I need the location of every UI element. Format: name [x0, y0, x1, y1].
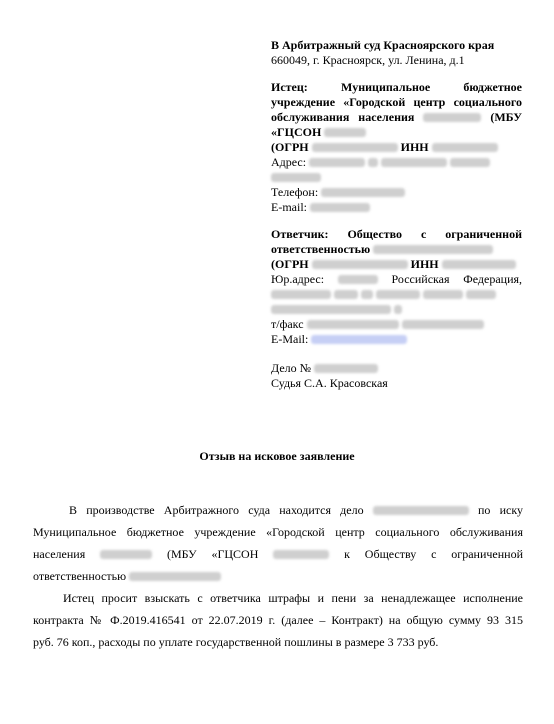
plaintiff-line-4: «ГЦСОН: [271, 125, 522, 140]
plaintiff-address: Адрес:: [271, 155, 522, 170]
redacted-text: [324, 128, 366, 137]
judge-name: Судья С.А. Красовская: [271, 376, 388, 390]
redacted-phone: [321, 188, 405, 197]
plaintiff-line-1: [271, 80, 522, 95]
defendant-address-cont-2: [271, 302, 522, 317]
redacted-text: [373, 245, 493, 254]
redacted-address: [334, 290, 358, 299]
defendant-line-1: Ответчик: Общество с ограниченной: [271, 227, 523, 241]
court-name: В Арбитражный суд Красноярского края: [271, 38, 495, 52]
redacted-address: [450, 158, 490, 167]
plaintiff-email: E-mail:: [271, 200, 522, 215]
redacted-address: [423, 290, 463, 299]
court-address: 660049, г. Красноярск, ул. Ленина, д.1: [271, 53, 465, 67]
plaintiff-ogrn-inn: (ОГРН ИНН: [271, 140, 522, 155]
redacted-email-link: [311, 335, 407, 344]
paragraph-2-line-3: руб. 76 коп., расходы по уплате государственной пошлины в размере 3 733 руб.: [33, 635, 439, 649]
redacted-address: [368, 158, 378, 167]
redacted-ogrn: [312, 260, 408, 269]
plaintiff-org-start: Муниципальное бюджетное: [341, 80, 522, 94]
redacted-address: [394, 305, 402, 314]
defendant-phone-fax: т/факс: [271, 317, 522, 332]
defendant-legal-address: Юр.адрес: Российская Федерация,: [271, 272, 523, 286]
redacted-address: [271, 173, 321, 182]
redacted-email: [310, 203, 370, 212]
redacted-inn: [432, 143, 498, 152]
paragraph-1-line-4: ответственностью: [33, 565, 523, 587]
redacted-address: [271, 290, 331, 299]
plaintiff-line-3: обслуживания населения (МБУ: [271, 110, 522, 124]
case-number: Дело №: [271, 361, 522, 376]
document-body: [33, 499, 523, 653]
defendant-ogrn-inn: (ОГРН ИНН: [271, 257, 522, 272]
redacted-inn: [442, 260, 516, 269]
defendant-email: E-Mail:: [271, 332, 522, 347]
redacted-address: [376, 290, 420, 299]
defendant-label: Ответчик:: [271, 227, 329, 241]
redacted-text: [100, 550, 152, 559]
redacted-case-number: [373, 506, 469, 515]
redacted-ogrn: [312, 143, 398, 152]
redacted-case-number: [314, 364, 378, 373]
redacted-address: [466, 290, 496, 299]
plaintiff-address-cont: [271, 170, 522, 185]
redacted-phone: [307, 320, 399, 329]
redacted-text: [273, 550, 329, 559]
defendant-address-cont-1: [271, 287, 522, 302]
redacted-address: [361, 290, 373, 299]
paragraph-1-line-3: населения (МБУ «ГЦСОН к Обществу с ограниченной: [33, 547, 524, 561]
redacted-text: [423, 113, 481, 122]
paragraph-1-line-1: В производстве Арбитражного суда находится дело по иску: [69, 503, 523, 517]
paragraph-2-line-1: Истец просит взыскать с ответчика штрафы и пени за ненадлежащее исполнение: [63, 591, 523, 605]
redacted-phone: [402, 320, 484, 329]
plaintiff-label: Истец:: [271, 80, 308, 94]
plaintiff-line-2: учреждение «Городской центр социального: [271, 95, 522, 109]
redacted-address: [381, 158, 447, 167]
defendant-line-2: ответственностью: [271, 242, 522, 257]
paragraph-1-line-2: Муниципальное бюджетное учреждение «Городской центр социального обслуживания: [33, 525, 523, 539]
redacted-text: [129, 572, 221, 581]
plaintiff-phone: Телефон:: [271, 185, 522, 200]
redacted-address: [338, 275, 378, 284]
header-block: [271, 38, 522, 391]
redacted-address: [309, 158, 365, 167]
document-title: Отзыв на исковое заявление: [199, 449, 355, 463]
redacted-address: [271, 305, 391, 314]
paragraph-2-line-2: контракта № Ф.2019.416541 от 22.07.2019 г. (далее – Контракт) на общую сумму 93 315: [33, 613, 523, 627]
